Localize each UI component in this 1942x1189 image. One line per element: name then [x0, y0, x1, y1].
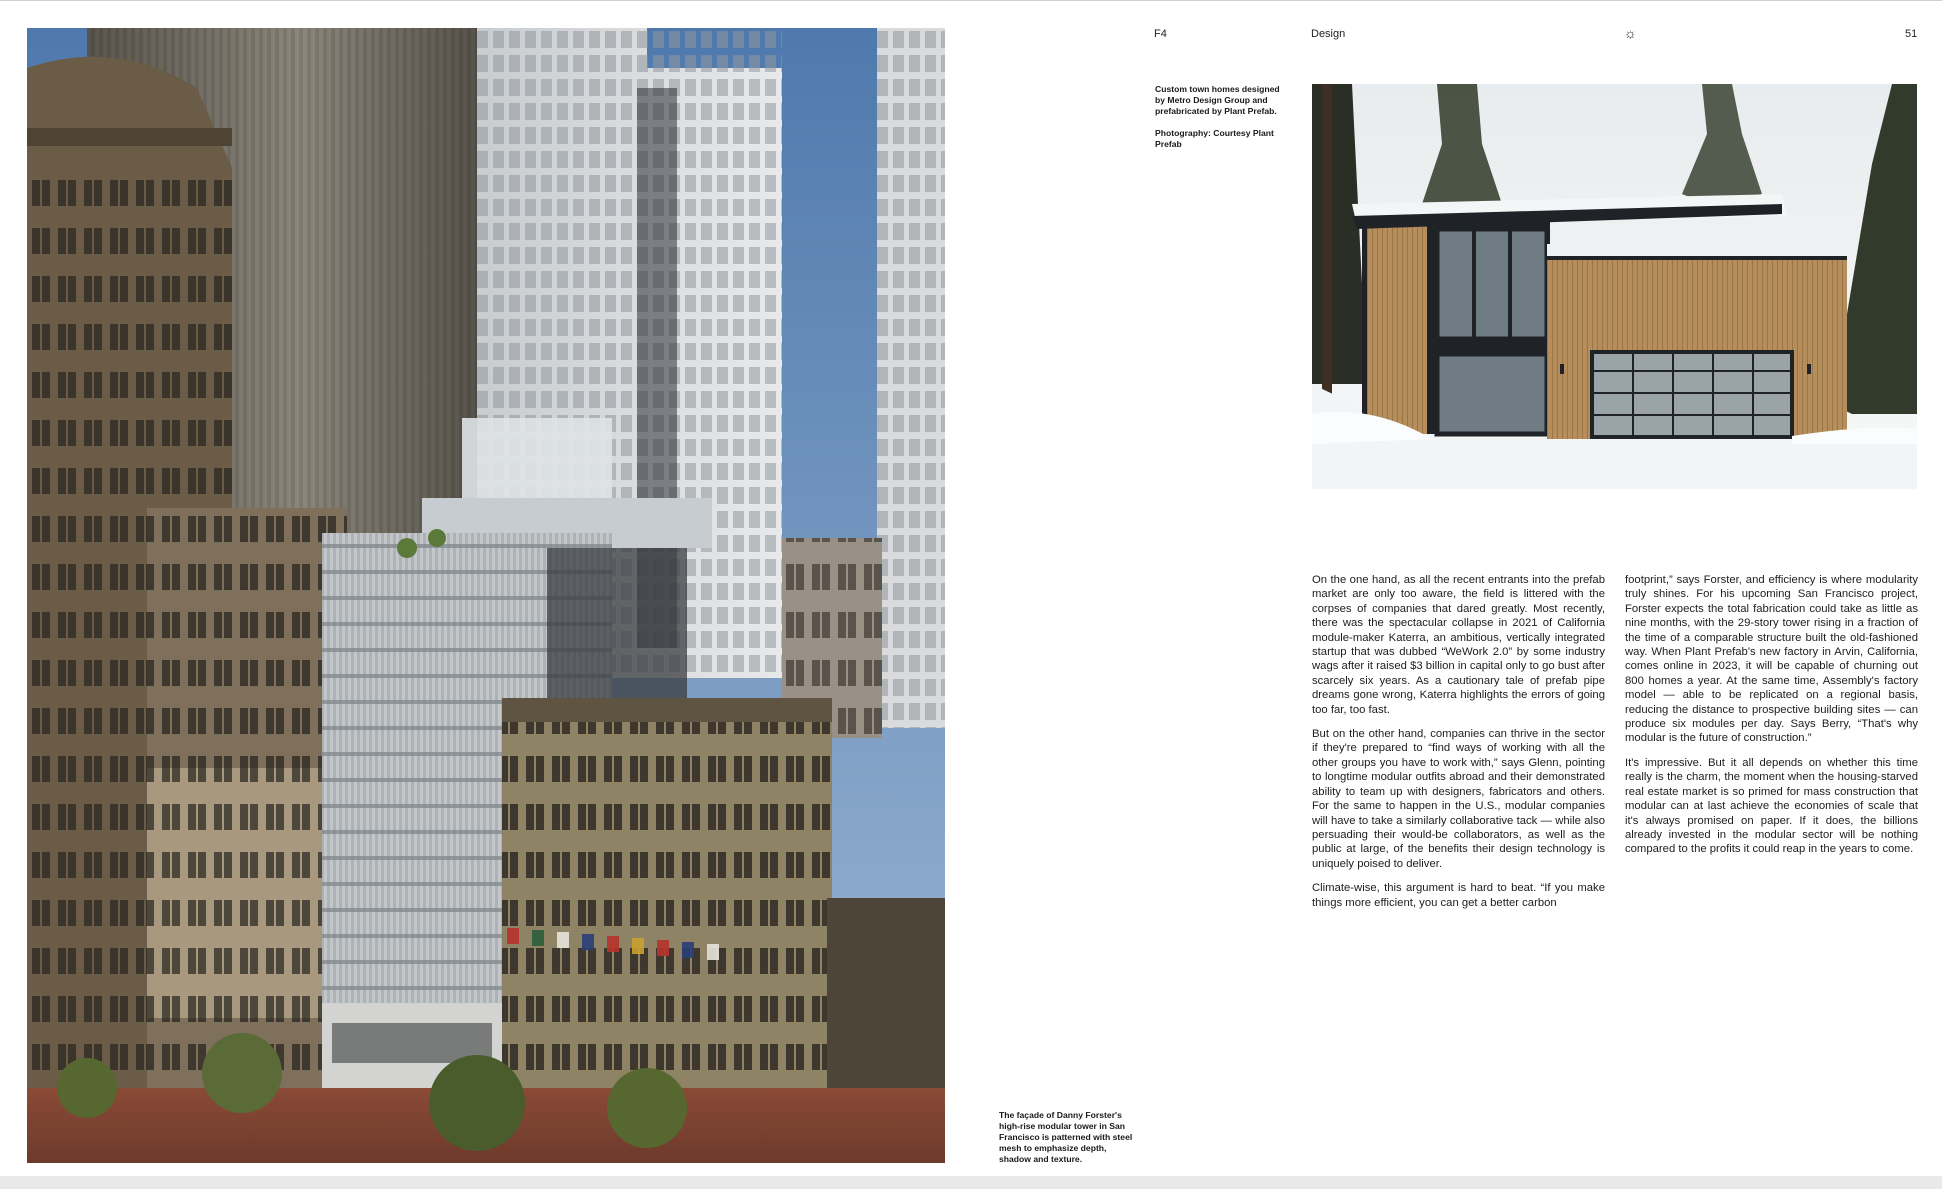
house-photo-credit: Photography: Courtesy Plant Prefab — [1155, 128, 1274, 149]
prefab-house-photo — [1312, 84, 1917, 489]
article-paragraph: footprint,” says Forster, and efficiency is where modularity truly shines. For his upcoming San Francisco project, Forster expects the total fabrication could take as little as nine months, with the 29-story tower rising in a fraction of the time of a comparable structure built the old-fashioned way. When Plant Prefab's new factory in Arvin, California, comes online in 2023, it will be capable of churning out 800 homes a year. At the same time, Assembly's factory model — able to be replicated on a regional basis, reducing the distance to prospective building sites — can produce six modules per day. Says Berry, “That's why modular is the future of construction.” — [1625, 574, 1918, 745]
department-label: Design — [1311, 28, 1346, 40]
section-label: F4 — [1154, 28, 1167, 40]
article-paragraph: Climate-wise, this argument is hard to beat. “If you make things more efficient, you can get a better carbon — [1312, 882, 1605, 909]
tower-photo-caption: The façade of Danny Forster's high-rise modular tower in San Francisco is patterned with steel mesh to emphasize depth, shadow and texture. — [999, 1110, 1133, 1164]
page-number: 51 — [1905, 28, 1918, 40]
article-paragraph: But on the other hand, companies can thrive in the sector if they're prepared to “find ways of working with all the other groups you have to work with,” says Glenn, pointing to longtime modular outfits abroad and their demonstrated ability to team up with designers, fabricators and others. For the same to happen in the U.S., modular companies will have to take a similarly collaborative tack — while also persuading their would-be collaborators, as well as the public at large, of the benefits their design technology is uniquely poised to deliver. — [1312, 728, 1605, 870]
article-column-2 — [1625, 573, 1918, 867]
sun-icon: ☼ — [1624, 25, 1637, 41]
article-paragraph: On the one hand, as all the recent entrants into the prefab market are only too aware, the field is littered with the corpses of companies that dared greatly. Most recently, there was the spectacular collapse in 2021 of California module-maker Katerra, an ambitious, vertically integrated startup that was dubbed “WeWork 2.0” by some industry wags after it raised $3 billion in capital only to go bust after scarcely six years. As a cautionary tale of prefab pipe dreams gone wrong, Katerra highlights the errors of going too far, too fast. — [1312, 574, 1605, 716]
tower-rendering-photo — [27, 28, 945, 1163]
house-photo-caption-block — [1155, 84, 1285, 161]
top-border — [0, 0, 1942, 1]
article-column-1 — [1312, 573, 1605, 920]
bottom-edge — [0, 1176, 1942, 1189]
article-paragraph: It's impressive. But it all depends on whether this time really is the charm, the moment when the housing-starved real estate market is so primed for mass construction that modular can at last achieve the economies of scale that it's always promised on paper. If it does, the billions already invested in the modular sector will be nothing compared to the profits it could reap in the years to come. — [1625, 756, 1918, 856]
house-photo-caption: Custom town homes designed by Metro Design Group and prefabricated by Plant Prefab. — [1155, 84, 1280, 116]
